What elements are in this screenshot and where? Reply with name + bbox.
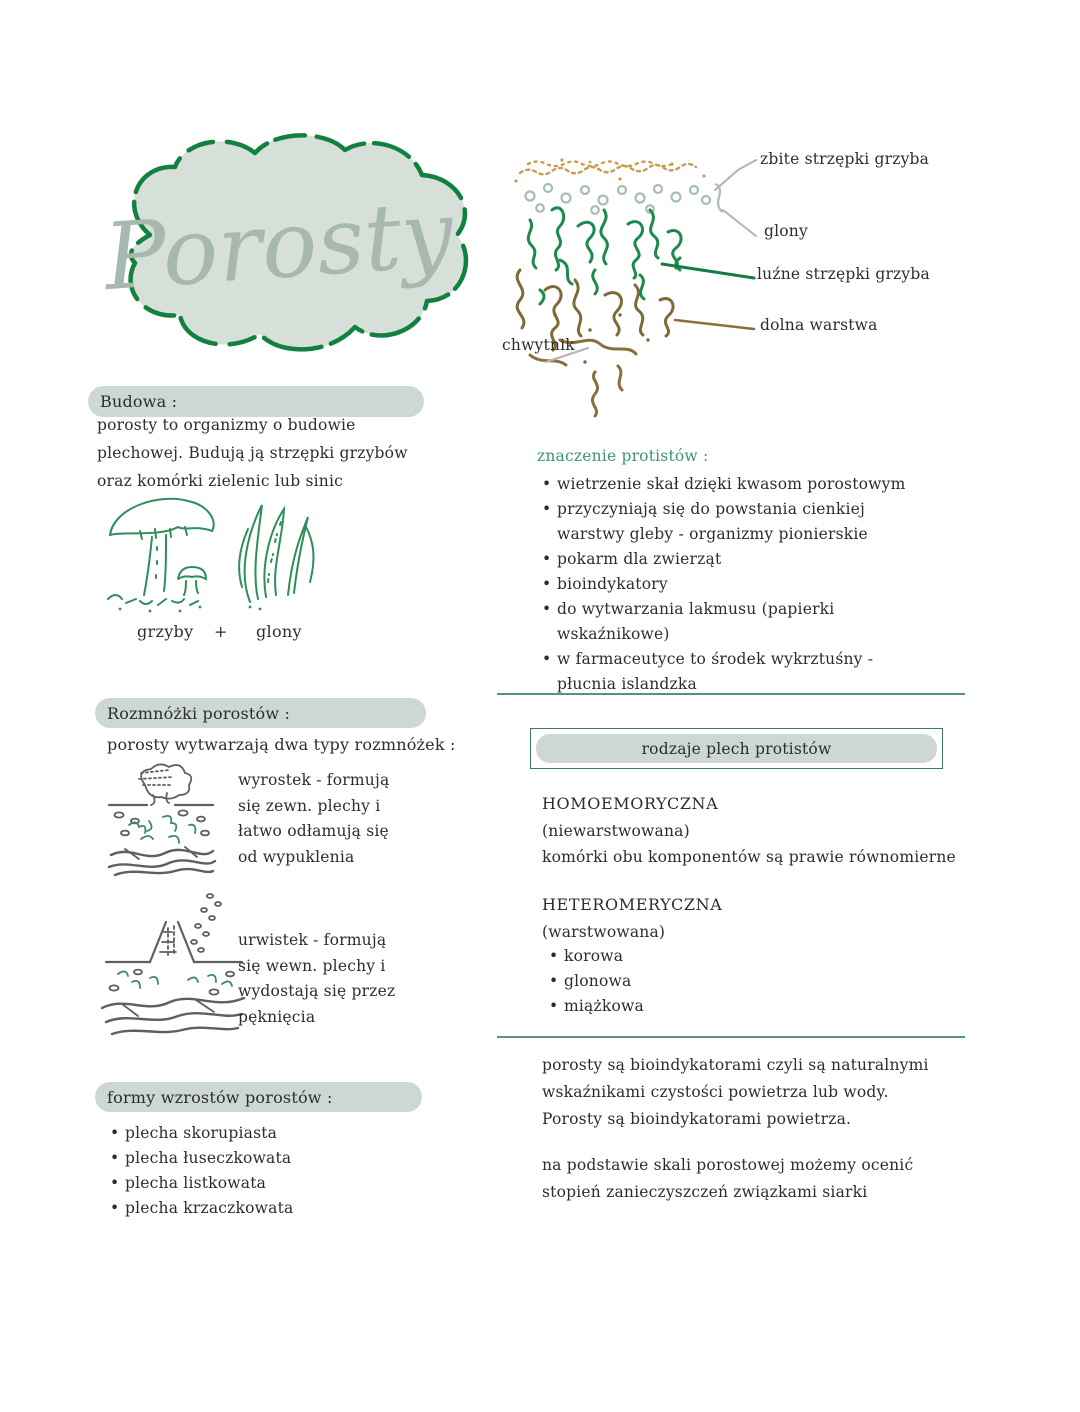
list-item: • wietrzenie skał dzięki kwasom porostowym <box>540 472 908 497</box>
diagram-label-chwytnik: chwytnik <box>502 336 575 354</box>
bioindykatory-paragraph: porosty są bioindykatorami czyli są naturalnymi wskaźnikami czystości powietrza lub wody. Porosty są bioindykatorami powietrza. <box>542 1056 929 1128</box>
diagram-label-zbite: zbite strzępki grzyba <box>760 150 930 168</box>
list-item: • miążkowa <box>547 994 747 1019</box>
diagram-label-glony: glony <box>764 222 808 240</box>
list-item: • pokarm dla zwierząt <box>540 547 908 572</box>
heteromeryczna-sub: (warstwowana) <box>542 923 666 941</box>
wyrostek-art <box>105 763 217 879</box>
title-blob <box>80 115 480 360</box>
mushroom-algae-figure <box>100 487 335 619</box>
list-item: • glonowa <box>547 969 747 994</box>
list-item: • plecha łuseczkowata <box>108 1146 388 1171</box>
mushroom-algae-art <box>100 487 335 619</box>
skala-porostowa-paragraph: na podstawie skali porostowej możemy ocenić stopień zanieczyszczeń związkami siarki <box>542 1156 914 1201</box>
list-item: • bioindykatory <box>540 572 908 597</box>
znaczenie-list <box>540 472 908 697</box>
heteromeryczna-list <box>547 944 747 1019</box>
list-item: • przyczyniają się do powstania cienkiej warstwy gleby - organizmy pionierskie <box>540 497 908 547</box>
urwistek-text: urwistek - formują się wewn. plechy i wydostają się przez pęknięcia <box>238 931 396 1026</box>
list-item: • plecha listkowata <box>108 1171 388 1196</box>
rodzaje-box <box>530 728 943 769</box>
rodzaje-box-title-pill <box>536 734 937 763</box>
formy-heading-pill <box>95 1082 422 1112</box>
znaczenie-heading: znaczenie protistów : <box>537 447 709 465</box>
divider-line <box>497 1036 965 1038</box>
divider-line <box>497 693 965 695</box>
title-blob-art <box>80 115 480 360</box>
budowa-body: porosty to organizmy o budowie plechowej. Budują ją strzępki grzybów oraz komórki zielenic lub sinic <box>97 416 408 490</box>
diagram-label-luzne: luźne strzępki grzyba <box>757 265 930 283</box>
list-item: • w farmaceutyce to środek wykrztuśny - płucnia islandzka <box>540 647 908 697</box>
formy-heading: formy wzrostów porostów : <box>107 1087 333 1107</box>
urwistek-art <box>98 888 248 1040</box>
rodzaje-box-title: rodzaje plech protistów <box>641 739 832 758</box>
wyrostek-text: wyrostek - formują się zewn. plechy i łatwo odłamują się od wypuklenia <box>238 771 390 866</box>
rozmnozki-heading: Rozmnóżki porostów : <box>107 703 291 723</box>
caption-grzyby: grzyby <box>137 622 194 641</box>
homoeomoryczna-name: HOMOEMORYCZNA <box>542 794 719 813</box>
budowa-heading: Budowa : <box>100 392 178 411</box>
caption-plus: + <box>214 622 228 641</box>
wyrostek-figure <box>105 763 217 879</box>
homoeomoryczna-desc: komórki obu komponentów są prawie równomierne <box>542 848 956 866</box>
homoeomoryczna-sub: (niewarstwowana) <box>542 822 690 840</box>
urwistek-figure <box>98 888 248 1040</box>
lichen-diagram <box>490 140 980 420</box>
list-item: • korowa <box>547 944 747 969</box>
formy-list <box>108 1121 388 1221</box>
list-item: • plecha skorupiasta <box>108 1121 388 1146</box>
list-item: • do wytwarzania lakmusu (papierki wskaźnikowe) <box>540 597 908 647</box>
heteromeryczna-name: HETEROMERYCZNA <box>542 895 723 914</box>
title-script: Porosty <box>100 180 457 312</box>
list-item: • plecha krzaczkowata <box>108 1196 388 1221</box>
rozmnozki-heading-pill <box>95 698 426 728</box>
caption-glony: glony <box>256 622 302 641</box>
diagram-label-dolna: dolna warstwa <box>760 316 878 334</box>
rozmnozki-intro: porosty wytwarzają dwa typy rozmnóżek : <box>107 735 456 754</box>
